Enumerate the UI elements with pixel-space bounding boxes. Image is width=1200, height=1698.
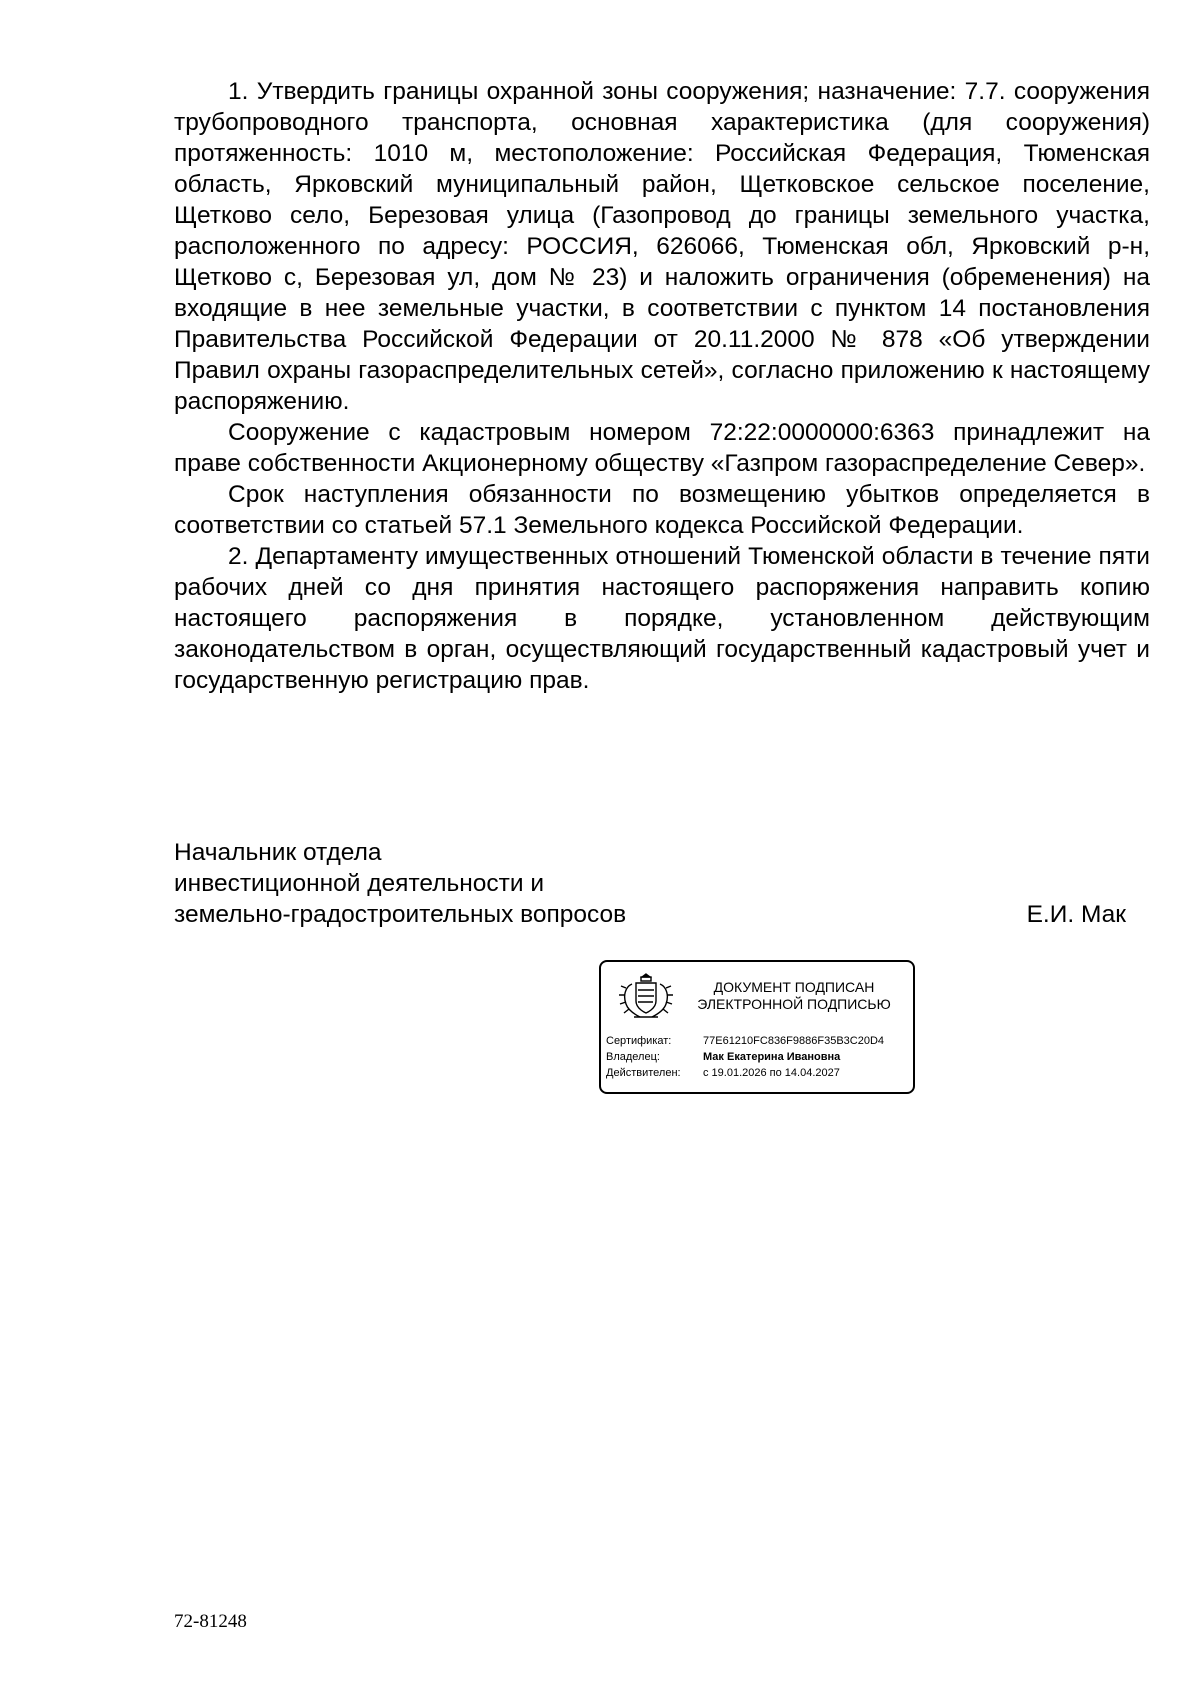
stamp-title-line: ЭЛЕКТРОННОЙ ПОДПИСЬЮ <box>697 996 891 1012</box>
paragraph-1: 1. Утвердить границы охранной зоны сооружения; назначение: 7.7. сооружения трубопроводного транспорта, основная характеристика (для сооружения) протяженность: 1010 м, местоположение: Российская Федерация, Тюменская область, Ярковский муниципальный район, Щетковское сельское поселение, Щетково село, Березовая улица (Газопровод до границы земельного участка, расположенного по адресу: РОССИЯ, 626066, Тюменская обл, Ярковский р-н, Щетково с, Березовая ул, дом № 23) и наложить ограничения (обременения) на входящие в нее земельные участки, в соответствии с пунктом 14 постановления Правительства Российской Федерации от 20.11.2000 № 878 «Об утверждении Правил охраны газораспределительных сетей», согласно приложению к настоящему распоряжению. <box>174 78 1150 415</box>
owner-label: Владелец: <box>606 1051 660 1063</box>
document-body <box>174 76 1150 696</box>
signer-position-line: инвестиционной деятельности и <box>174 870 545 897</box>
signer-name: Е.И. Мак <box>1026 901 1126 928</box>
certificate-label: Сертификат: <box>606 1035 672 1047</box>
paragraph-4: 2. Департаменту имущественных отношений Тюменской области в течение пяти рабочих дней со дня принятия настоящего распоряжения направить копию настоящего распоряжения в порядке, установленном действующим законодательством в орган, осуществляющий государственный кадастровый учет и государственную регистрацию прав. <box>174 543 1150 694</box>
stamp-title-line: ДОКУМЕНТ ПОДПИСАН <box>713 979 875 995</box>
validity-value: с 19.01.2026 по 14.04.2027 <box>703 1067 840 1079</box>
validity-row <box>606 1065 884 1081</box>
owner-value: Мак Екатерина Ивановна <box>703 1051 841 1063</box>
owner-row <box>606 1049 884 1065</box>
document-number: 72-81248 <box>174 1611 247 1632</box>
certificate-value: 77E61210FC836F9886F35B3C20D4 <box>703 1035 885 1047</box>
signature-block <box>174 837 1126 930</box>
paragraph-3: Срок наступления обязанности по возмещению убытков определяется в соответствии со статьей 57.1 Земельного кодекса Российской Федерации. <box>174 481 1150 539</box>
stamp-title <box>683 979 905 1013</box>
stamp-details <box>606 1033 884 1081</box>
electronic-signature-stamp <box>599 960 915 1094</box>
paragraph-2: Сооружение с кадастровым номером 72:22:0000000:6363 принадлежит на праве собственности Акционерному обществу «Газпром газораспределение Север». <box>174 419 1150 477</box>
validity-label: Действителен: <box>606 1067 681 1079</box>
signer-position-line: земельно-градостроительных вопросов <box>174 901 627 928</box>
signer-position-line: Начальник отдела <box>174 839 382 866</box>
certificate-row <box>606 1033 884 1049</box>
tyumen-coat-of-arms-icon <box>612 970 680 1022</box>
